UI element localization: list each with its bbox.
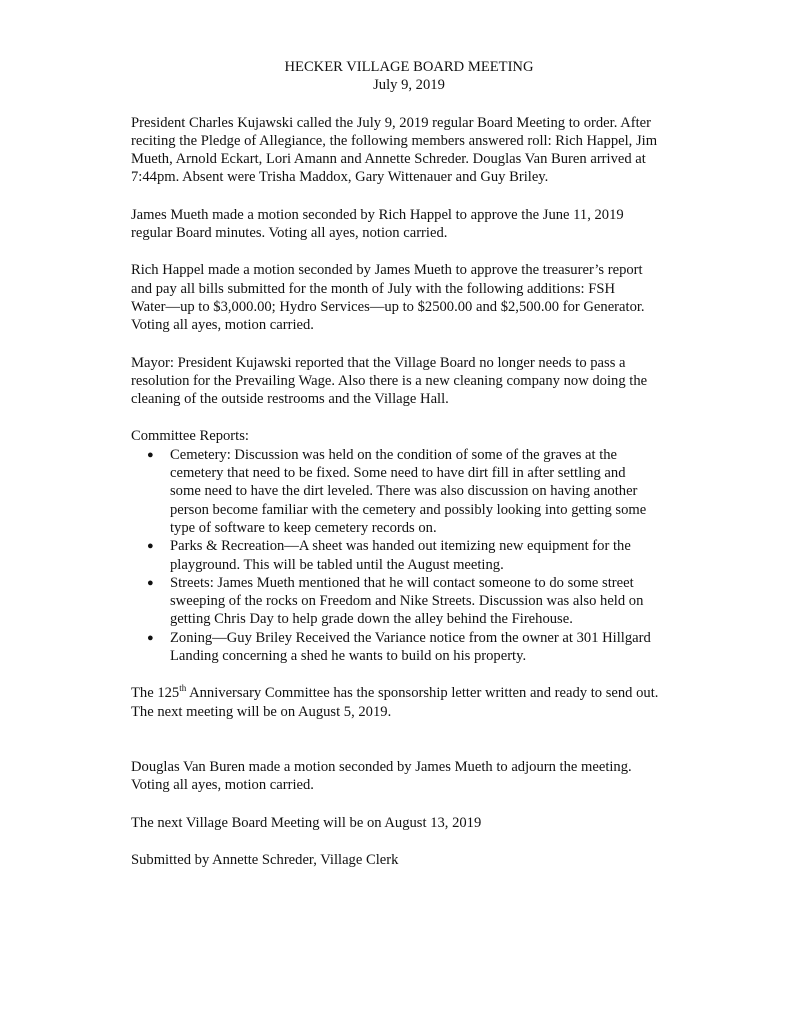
text-line: cleaning of the outside restrooms and the Village Hall. [131, 391, 449, 408]
document-title: HECKER VILLAGE BOARD MEETING [284, 59, 534, 75]
ordinal-suffix: th [179, 683, 187, 694]
minutes-document [131, 58, 731, 869]
text-line: some need to have the dirt leveled. There was also discussion on having another [170, 483, 638, 500]
anniversary-paragraph [131, 684, 731, 721]
text-line: and pay all bills submitted for the month of July with the following additions: FSH [131, 280, 615, 297]
text-line: reciting the Pledge of Allegiance, the following members answered roll: Rich Happel, Jim [131, 132, 658, 149]
bullet-icon: ● [147, 448, 154, 461]
anniversary-text-pre: The 125 [131, 685, 180, 702]
adjourn-paragraph [131, 758, 731, 795]
committee-reports-heading: Committee Reports: [131, 428, 249, 445]
text-line [131, 684, 731, 702]
text-line: Voting all ayes, motion carried. [131, 317, 314, 334]
text-line: Mayor: President Kujawski reported that the Village Board no longer needs to pass a [131, 354, 626, 371]
text-line: cemetery that need to be fixed. Some need to have dirt fill in after settling and [170, 465, 626, 482]
meeting-date: July 9, 2019 [373, 77, 445, 94]
text-line: Cemetery: Discussion was held on the condition of some of the graves at the [170, 446, 618, 463]
list-item-cemetery [131, 446, 731, 537]
text-line: getting Chris Day to help grade down the alley behind the Firehouse. [170, 611, 573, 628]
text-line: Parks & Recreation—A sheet was handed out itemizing new equipment for the [170, 538, 631, 555]
text-line: President Charles Kujawski called the July 9, 2019 regular Board Meeting to order. After [131, 114, 651, 131]
submitted-by-line: Submitted by Annette Schreder, Village Clerk [131, 851, 399, 868]
text-line: type of software to keep cemetery records on. [170, 519, 437, 536]
text-line: James Mueth made a motion seconded by Rich Happel to approve the June 11, 2019 [131, 206, 624, 223]
bullet-icon: ● [147, 576, 154, 589]
mayor-report-paragraph [131, 354, 731, 409]
text-line: The next meeting will be on August 5, 2019. [131, 703, 392, 720]
committee-reports-list [131, 446, 731, 666]
text-line: sweeping of the rocks on Freedom and Nike Streets. Discussion was also held on [170, 593, 644, 610]
anniversary-text-post: Anniversary Committee has the sponsorship letter written and ready to send out. [186, 685, 659, 702]
text-line: person become familiar with the cemetery and possibly looking into getting some [170, 501, 647, 518]
text-line: playground. This will be tabled until the August meeting. [170, 556, 504, 573]
list-item-parks-recreation [131, 537, 731, 574]
text-line: 7:44pm. Absent were Trisha Maddox, Gary Wittenauer and Guy Briley. [131, 169, 549, 186]
minutes-motion-paragraph [131, 206, 731, 243]
text-line: Streets: James Mueth mentioned that he will contact someone to do some street [170, 574, 634, 591]
text-line: Rich Happel made a motion seconded by James Mueth to approve the treasurer’s report [131, 262, 643, 279]
text-line: Douglas Van Buren made a motion seconded by James Mueth to adjourn the meeting. [131, 758, 632, 775]
text-line: Zoning—Guy Briley Received the Variance notice from the owner at 301 Hillgard [170, 629, 651, 646]
text-line: regular Board minutes. Voting all ayes, notion carried. [131, 225, 448, 242]
list-item-zoning [131, 629, 731, 666]
treasurer-motion-paragraph [131, 261, 731, 334]
text-line: resolution for the Prevailing Wage. Also there is a new cleaning company now doing the [131, 372, 648, 389]
text-line: Voting all ayes, motion carried. [131, 777, 314, 794]
text-line: Landing concerning a shed he wants to build on his property. [170, 648, 527, 665]
text-line: Mueth, Arnold Eckart, Lori Amann and Annette Schreder. Douglas Van Buren arrived at [131, 151, 646, 168]
bullet-icon: ● [147, 540, 154, 553]
opening-paragraph [131, 114, 731, 187]
text-line: Water—up to $3,000.00; Hydro Services—up to $2500.00 and $2,500.00 for Generator. [131, 298, 645, 315]
document-header [131, 58, 687, 95]
list-item-streets [131, 574, 731, 629]
bullet-icon: ● [147, 631, 154, 644]
next-meeting-line: The next Village Board Meeting will be on August 13, 2019 [131, 814, 482, 831]
